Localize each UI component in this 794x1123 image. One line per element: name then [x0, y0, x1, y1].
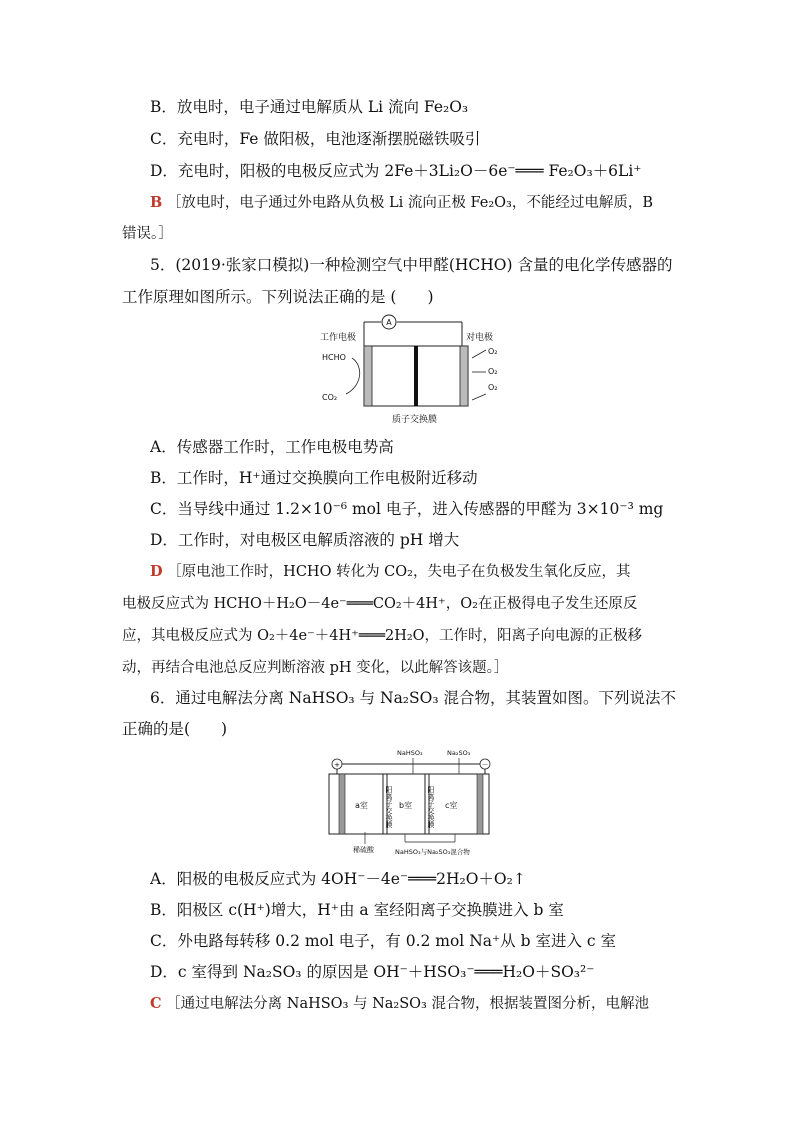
- q5-explanation-line2: 电极反应式为 HCHO＋H₂O－4e⁻═══CO₂＋4H⁺，O₂在正极得电子发生还原反: [122, 596, 638, 612]
- q6-stem-line2: 正确的是( ): [122, 720, 228, 738]
- q5-explanation-line1: [150, 562, 630, 582]
- q6-explain-text1: ［通过电解法分离 NaHSO₃ 与 Na₂SO₃ 混合物，根据装置图分析，电解池: [166, 996, 649, 1012]
- q6-room-a: a室: [355, 801, 368, 810]
- q5-co2-label: CO₂: [322, 393, 338, 402]
- q6-option-b: B．阳极区 c(H⁺)增大，H⁺由 a 室经阳离子交换膜进入 b 室: [150, 901, 564, 919]
- q6-room-c: c室: [445, 801, 458, 810]
- cathode-plate: [477, 774, 483, 834]
- q5-o2-label-2: O₂: [488, 367, 498, 376]
- q4-answer: B: [150, 194, 163, 211]
- q4-option-d: D．充电时，阳极的电极反应式为 2Fe＋3Li₂O－6e⁻═══ Fe₂O₃＋6Li⁺: [150, 162, 642, 180]
- q6-answer: C: [150, 995, 162, 1012]
- q4-option-c: C．充电时，Fe 做阳极，电池逐渐摆脱磁铁吸引: [150, 130, 481, 148]
- q5-explanation-line4: 动，再结合电池总反应判断溶液 pH 变化，以此解答该题。］: [122, 660, 509, 676]
- proton-membrane: [414, 346, 418, 406]
- q6-plus: +: [334, 761, 340, 769]
- q6-membrane-1: 阳离子交换膜: [385, 786, 393, 828]
- q6-acid-label: 稀硫酸: [353, 846, 374, 854]
- q6-option-a: A．阳极的电极反应式为 4OH⁻－4e⁻═══2H₂O＋O₂↑: [150, 870, 526, 888]
- q5-hcho-label: HCHO: [322, 353, 346, 362]
- q6-option-d: D．c 室得到 Na₂SO₃ 的原因是 OH⁻＋HSO₃⁻═══H₂O＋SO₃²⁻: [150, 963, 595, 981]
- q6-nahso3-label: NaHSO₃: [397, 749, 423, 757]
- q5-sensor-diagram: [318, 314, 508, 430]
- q5-o2-arrow-3: [472, 394, 486, 400]
- working-electrode: [364, 346, 372, 406]
- counter-electrode: [460, 346, 468, 406]
- q5-stem-line1: 5．(2019·张家口模拟)一种检测空气中甲醛(HCHO) 含量的电化学传感器的: [150, 256, 673, 274]
- q4-explanation-line1: [150, 193, 653, 213]
- q5-o2-label-3: O₂: [488, 383, 498, 392]
- q5-right-label: 对电极: [466, 333, 494, 343]
- q6-na2so3-label: Na₂SO₃: [447, 749, 471, 757]
- q6-explanation-line1: [150, 994, 649, 1014]
- q5-hcho-arrow: [346, 358, 360, 394]
- q6-option-c: C．外电路每转移 0.2 mol 电子，有 0.2 mol Na⁺从 b 室进入 c 室: [150, 932, 616, 950]
- q5-o2-label-1: O₂: [488, 347, 498, 356]
- q5-option-a: A．传感器工作时，工作电极电势高: [150, 438, 394, 456]
- q5-explanation-line3: 应，其电极反应式为 O₂＋4e⁻＋4H⁺═══2H₂O，工作时，阳离子向电源的正极移: [122, 628, 643, 644]
- q5-left-label: 工作电极: [320, 333, 357, 343]
- q6-membrane-2: 阳离子交换膜: [427, 786, 435, 828]
- q5-meter-label: A: [386, 318, 392, 327]
- anode-plate: [339, 774, 345, 834]
- q6-room-b: b室: [399, 801, 413, 810]
- q4-explain-text1: ［放电时，电子通过外电路从负极 Li 流向正极 Fe₂O₃，不能经过电解质，B: [166, 195, 653, 211]
- q5-explain-text1: ［原电池工作时，HCHO 转化为 CO₂，失电子在负极发生氧化反应，其: [167, 564, 631, 580]
- q4-option-b: B．放电时，电子通过电解质从 Li 流向 Fe₂O₃: [150, 98, 469, 116]
- q5-membrane-label: 质子交换膜: [392, 415, 438, 425]
- q6-electrolysis-diagram: [325, 746, 493, 860]
- q4-explanation-line2: 错误。］: [122, 226, 173, 242]
- q5-option-b: B．工作时，H⁺通过交换膜向工作电极附近移动: [150, 469, 478, 487]
- q5-stem-line2: 工作原理如图所示。下列说法正确的是 ( ): [122, 288, 434, 306]
- q5-o2-arrow-1: [472, 350, 486, 358]
- q5-option-c: C．当导线中通过 1.2×10⁻⁶ mol 电子，进入传感器的甲醛为 3×10⁻³ mg: [150, 500, 664, 518]
- q5-answer: D: [150, 563, 163, 580]
- q6-minus: －: [481, 761, 489, 769]
- q5-option-d: D．工作时，对电极区电解质溶液的 pH 增大: [150, 531, 460, 549]
- q6-mixture-label: NaHSO₃与Na₂SO₃混合物: [395, 848, 470, 856]
- q6-stem-line1: 6．通过电解法分离 NaHSO₃ 与 Na₂SO₃ 混合物，其装置如图。下列说法不: [150, 689, 676, 707]
